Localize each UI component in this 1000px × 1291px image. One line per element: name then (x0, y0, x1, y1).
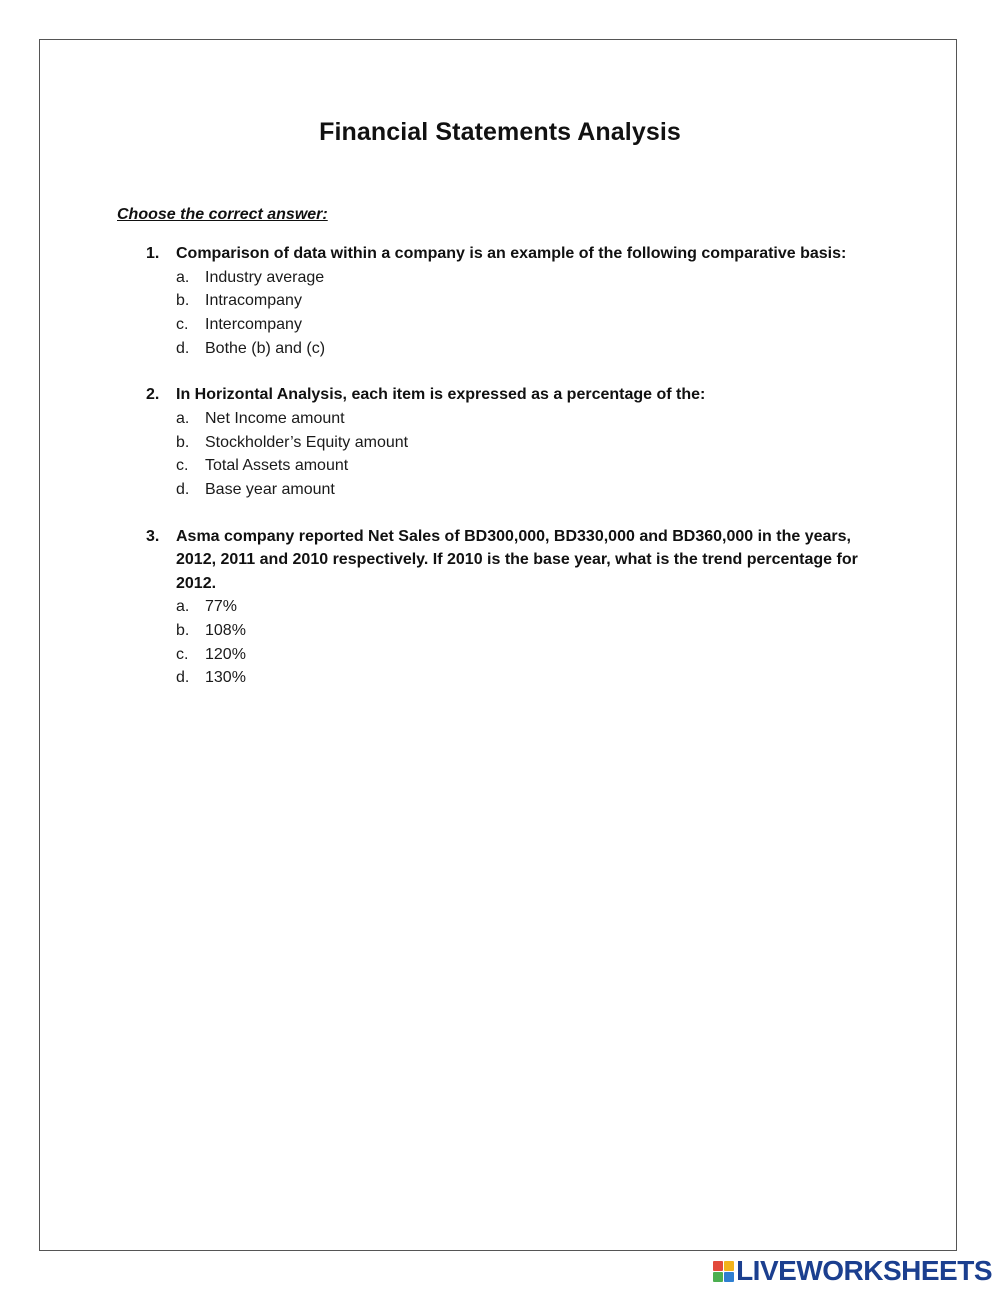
question-number: 2. (146, 386, 160, 404)
option-letter: a. (176, 409, 190, 427)
option-letter: d. (176, 480, 190, 498)
option-letter: d. (176, 669, 190, 687)
logo-text: LIVEWORKSHEETS (736, 1255, 992, 1286)
question-2 (146, 383, 866, 501)
question-stem (146, 525, 866, 596)
option-letter: a. (176, 598, 190, 616)
answer-option[interactable] (146, 266, 866, 290)
question-3 (146, 525, 866, 690)
option-text: Industry average (205, 268, 325, 286)
question-text: In Horizontal Analysis, each item is expressed as a percentage of the: (176, 386, 706, 404)
logo-block (724, 1272, 734, 1282)
option-letter: c. (176, 457, 189, 475)
option-text: Intracompany (205, 292, 302, 310)
option-letter: d. (176, 339, 190, 357)
question-list (146, 242, 866, 713)
option-text: Base year amount (205, 480, 335, 498)
option-text: 108% (205, 621, 246, 639)
question-stem (146, 242, 866, 266)
question-number: 3. (146, 527, 160, 545)
option-letter: b. (176, 621, 190, 639)
answer-option[interactable] (146, 313, 866, 337)
answer-option[interactable] (146, 643, 866, 667)
liveworksheets-logo[interactable] (713, 1257, 992, 1285)
page-title: Financial Statements Analysis (319, 118, 681, 146)
logo-block (713, 1261, 723, 1271)
answer-option[interactable] (146, 337, 866, 361)
question-1 (146, 242, 866, 360)
option-letter: c. (176, 645, 189, 663)
question-text: Comparison of data within a company is an example of the following comparative basis: (176, 245, 847, 262)
answer-option[interactable] (146, 454, 866, 478)
question-number: 1. (146, 245, 160, 262)
logo-blocks-icon (713, 1261, 734, 1282)
option-text: 77% (205, 598, 238, 616)
option-letter: c. (176, 315, 189, 333)
logo-block (713, 1272, 723, 1282)
question-text: Asma company reported Net Sales of BD300,000, BD330,000 and BD360,000 in the years, 2012, 2011 and 2010 respectively. If 2010 is the base year, what is the trend percentage for 2012. (176, 527, 858, 592)
option-text: Stockholder’s Equity amount (205, 433, 409, 451)
answer-option[interactable] (146, 595, 866, 619)
answer-option[interactable] (146, 619, 866, 643)
option-letter: b. (176, 292, 190, 310)
option-letter: a. (176, 268, 190, 286)
option-text: 130% (205, 669, 246, 687)
logo-block (724, 1261, 734, 1271)
answer-option[interactable] (146, 666, 866, 690)
option-text: 120% (205, 645, 246, 663)
option-text: Bothe (b) and (c) (205, 339, 326, 357)
answer-option[interactable] (146, 289, 866, 313)
option-text: Net Income amount (205, 409, 345, 427)
answer-option[interactable] (146, 407, 866, 431)
option-text: Intercompany (205, 315, 302, 333)
answer-option[interactable] (146, 431, 866, 455)
question-stem (146, 383, 866, 407)
instructions: Choose the correct answer: (117, 206, 328, 223)
option-text: Total Assets amount (205, 457, 349, 475)
answer-option[interactable] (146, 478, 866, 502)
option-letter: b. (176, 433, 190, 451)
